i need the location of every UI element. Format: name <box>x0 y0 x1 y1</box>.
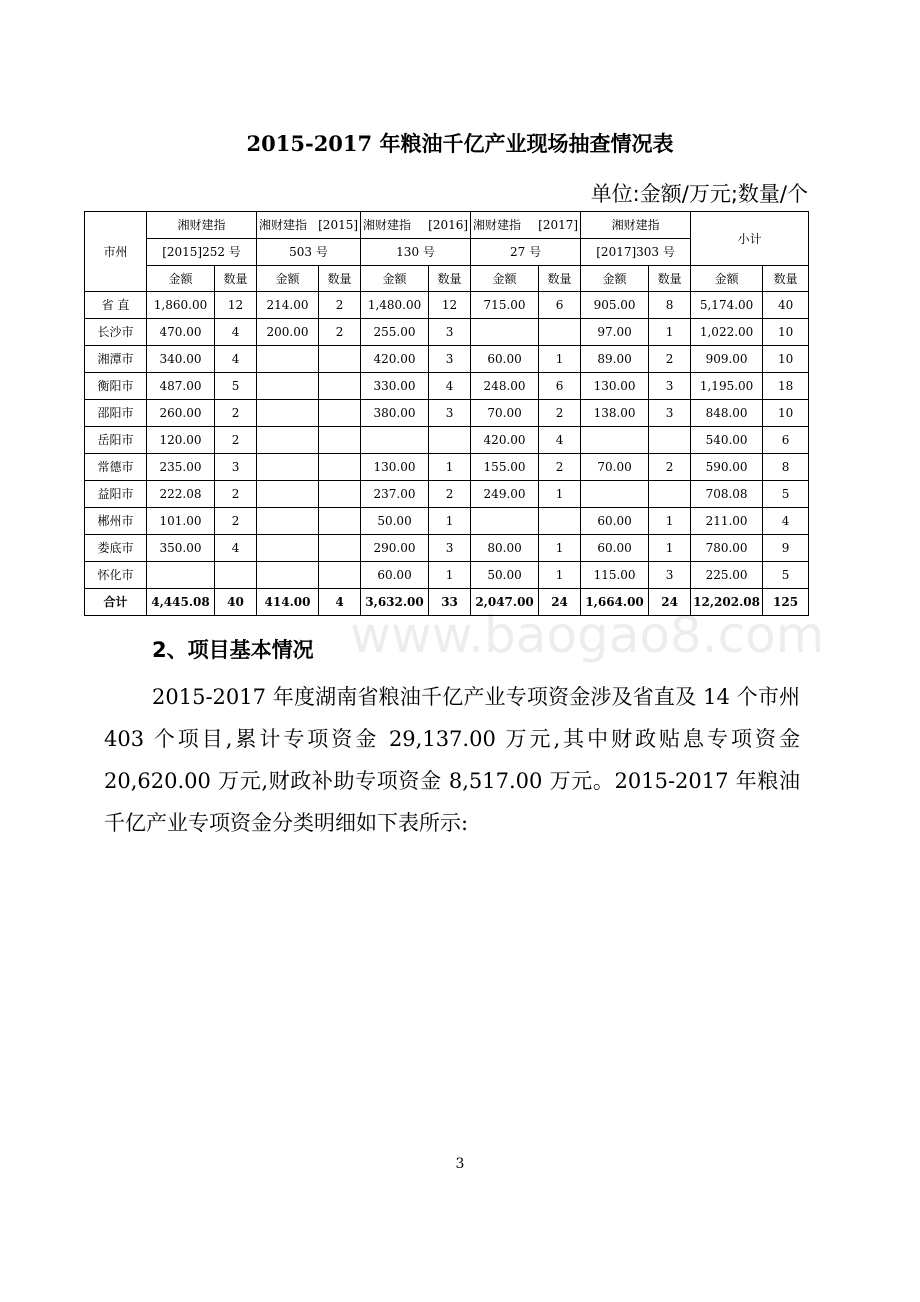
count-cell: 3 <box>429 400 471 427</box>
count-cell: 8 <box>649 292 691 319</box>
count-cell: 6 <box>539 292 581 319</box>
amount-cell: 248.00 <box>471 373 539 400</box>
amount-cell <box>471 508 539 535</box>
count-cell <box>649 427 691 454</box>
count-cell <box>319 400 361 427</box>
group-header-number: [2015]252 号 <box>147 239 257 266</box>
count-cell: 2 <box>319 292 361 319</box>
amount-header: 金额 <box>471 266 539 292</box>
count-cell: 3 <box>649 400 691 427</box>
unit-note: 单位:金额/万元;数量/个 <box>590 182 808 206</box>
page-title: 2015-2017 年粮油千亿产业现场抽查情况表 <box>246 131 674 156</box>
amount-cell: 115.00 <box>581 562 649 589</box>
total-count-cell: 40 <box>215 589 257 616</box>
count-cell: 1 <box>539 346 581 373</box>
count-cell: 3 <box>429 346 471 373</box>
table-row <box>85 562 809 589</box>
amount-cell: 50.00 <box>471 562 539 589</box>
count-cell: 2 <box>429 481 471 508</box>
amount-cell <box>471 319 539 346</box>
amount-header: 金额 <box>147 266 215 292</box>
amount-cell <box>257 562 319 589</box>
inspection-table <box>84 211 809 616</box>
amount-header: 金额 <box>691 266 763 292</box>
amount-cell: 350.00 <box>147 535 215 562</box>
total-amount-cell: 2,047.00 <box>471 589 539 616</box>
count-cell: 5 <box>763 562 809 589</box>
amount-cell <box>257 346 319 373</box>
amount-cell: 905.00 <box>581 292 649 319</box>
count-header: 数量 <box>429 266 471 292</box>
amount-cell <box>257 481 319 508</box>
amount-cell: 909.00 <box>691 346 763 373</box>
amount-cell: 290.00 <box>361 535 429 562</box>
count-cell <box>319 454 361 481</box>
count-cell: 10 <box>763 400 809 427</box>
amount-cell: 715.00 <box>471 292 539 319</box>
amount-cell: 540.00 <box>691 427 763 454</box>
amount-cell: 120.00 <box>147 427 215 454</box>
amount-cell: 249.00 <box>471 481 539 508</box>
group-header-number: 130 号 <box>361 239 471 266</box>
table-row <box>85 427 809 454</box>
group-header-line1: 湘财建指 <box>259 218 308 232</box>
city-header: 市州 <box>85 212 147 292</box>
count-header: 数量 <box>319 266 361 292</box>
city-cell: 怀化市 <box>85 562 147 589</box>
total-count-cell: 24 <box>539 589 581 616</box>
count-cell: 1 <box>649 508 691 535</box>
table-row <box>85 292 809 319</box>
amount-cell: 101.00 <box>147 508 215 535</box>
city-cell: 娄底市 <box>85 535 147 562</box>
count-cell <box>319 481 361 508</box>
amount-header: 金额 <box>581 266 649 292</box>
count-cell: 6 <box>539 373 581 400</box>
count-cell: 2 <box>319 319 361 346</box>
group-header <box>361 212 471 239</box>
amount-cell: 340.00 <box>147 346 215 373</box>
count-cell: 3 <box>649 562 691 589</box>
amount-cell: 130.00 <box>581 373 649 400</box>
amount-cell: 214.00 <box>257 292 319 319</box>
group-header-line1: 湘财建指 <box>473 218 522 232</box>
amount-cell: 155.00 <box>471 454 539 481</box>
group-header-number: 27 号 <box>471 239 581 266</box>
city-cell: 衡阳市 <box>85 373 147 400</box>
count-cell: 1 <box>539 535 581 562</box>
count-cell: 5 <box>763 481 809 508</box>
count-cell: 10 <box>763 346 809 373</box>
total-amount-cell: 4,445.08 <box>147 589 215 616</box>
count-cell <box>319 427 361 454</box>
count-cell: 2 <box>215 400 257 427</box>
amount-cell: 470.00 <box>147 319 215 346</box>
count-cell <box>319 562 361 589</box>
amount-cell: 420.00 <box>361 346 429 373</box>
group-header-year: [2016] <box>428 218 469 232</box>
count-cell: 4 <box>429 373 471 400</box>
city-cell: 岳阳市 <box>85 427 147 454</box>
count-cell: 1 <box>539 562 581 589</box>
count-cell: 1 <box>649 319 691 346</box>
group-header-number: [2017]303 号 <box>581 239 691 266</box>
total-count-cell: 24 <box>649 589 691 616</box>
amount-cell: 1,860.00 <box>147 292 215 319</box>
total-amount-cell: 414.00 <box>257 589 319 616</box>
count-cell: 1 <box>429 508 471 535</box>
group-header <box>257 212 361 239</box>
total-count-cell: 4 <box>319 589 361 616</box>
amount-cell <box>361 427 429 454</box>
count-cell <box>539 319 581 346</box>
page-number: 3 <box>455 1156 465 1172</box>
count-header: 数量 <box>649 266 691 292</box>
amount-cell <box>257 454 319 481</box>
city-cell: 邵阳市 <box>85 400 147 427</box>
amount-cell: 225.00 <box>691 562 763 589</box>
count-cell: 2 <box>215 427 257 454</box>
amount-cell: 590.00 <box>691 454 763 481</box>
count-cell: 5 <box>215 373 257 400</box>
count-cell <box>649 481 691 508</box>
count-cell: 6 <box>763 427 809 454</box>
count-cell: 1 <box>429 454 471 481</box>
count-cell <box>539 508 581 535</box>
count-cell <box>429 427 471 454</box>
amount-cell: 487.00 <box>147 373 215 400</box>
count-cell: 1 <box>429 562 471 589</box>
amount-cell: 60.00 <box>581 535 649 562</box>
group-header <box>471 212 581 239</box>
total-amount-cell: 1,664.00 <box>581 589 649 616</box>
amount-cell: 50.00 <box>361 508 429 535</box>
amount-header: 金额 <box>257 266 319 292</box>
count-cell: 4 <box>215 535 257 562</box>
amount-cell <box>581 427 649 454</box>
amount-cell: 1,022.00 <box>691 319 763 346</box>
city-cell: 常德市 <box>85 454 147 481</box>
amount-cell: 420.00 <box>471 427 539 454</box>
watermark: www.baogao8.com <box>350 606 825 664</box>
count-cell <box>319 508 361 535</box>
count-cell: 3 <box>429 319 471 346</box>
count-cell: 2 <box>215 481 257 508</box>
amount-cell: 97.00 <box>581 319 649 346</box>
count-cell: 8 <box>763 454 809 481</box>
count-cell <box>319 373 361 400</box>
count-cell: 3 <box>429 535 471 562</box>
table-row <box>85 319 809 346</box>
count-cell: 2 <box>539 400 581 427</box>
city-cell: 郴州市 <box>85 508 147 535</box>
section-heading: 2、项目基本情况 <box>152 638 314 662</box>
amount-cell <box>147 562 215 589</box>
table-row <box>85 535 809 562</box>
amount-cell: 222.08 <box>147 481 215 508</box>
amount-cell: 380.00 <box>361 400 429 427</box>
count-cell: 4 <box>215 319 257 346</box>
amount-cell: 138.00 <box>581 400 649 427</box>
amount-cell: 1,480.00 <box>361 292 429 319</box>
total-count-cell: 33 <box>429 589 471 616</box>
count-cell: 9 <box>763 535 809 562</box>
amount-cell: 70.00 <box>471 400 539 427</box>
table-row <box>85 481 809 508</box>
group-header-line1: 湘财建指 <box>363 218 412 232</box>
amount-cell: 848.00 <box>691 400 763 427</box>
amount-cell: 780.00 <box>691 535 763 562</box>
amount-cell: 200.00 <box>257 319 319 346</box>
city-cell: 湘潭市 <box>85 346 147 373</box>
amount-header: 金额 <box>361 266 429 292</box>
amount-cell: 237.00 <box>361 481 429 508</box>
table-row <box>85 454 809 481</box>
amount-cell <box>257 400 319 427</box>
subtotal-header: 小计 <box>691 212 809 266</box>
amount-cell: 211.00 <box>691 508 763 535</box>
amount-cell <box>257 508 319 535</box>
city-cell: 益阳市 <box>85 481 147 508</box>
table-row <box>85 508 809 535</box>
count-cell <box>215 562 257 589</box>
count-cell: 4 <box>539 427 581 454</box>
city-cell: 长沙市 <box>85 319 147 346</box>
count-cell: 1 <box>539 481 581 508</box>
amount-cell: 60.00 <box>361 562 429 589</box>
count-cell: 2 <box>649 346 691 373</box>
amount-cell: 60.00 <box>581 508 649 535</box>
group-header-number: 503 号 <box>257 239 361 266</box>
amount-cell: 330.00 <box>361 373 429 400</box>
table-row <box>85 346 809 373</box>
amount-cell: 708.08 <box>691 481 763 508</box>
group-header: 湘财建指 <box>147 212 257 239</box>
group-header-year: [2017] <box>538 218 579 232</box>
amount-cell <box>581 481 649 508</box>
total-amount-cell: 3,632.00 <box>361 589 429 616</box>
count-cell: 4 <box>763 508 809 535</box>
count-header: 数量 <box>763 266 809 292</box>
table-row <box>85 400 809 427</box>
amount-cell: 60.00 <box>471 346 539 373</box>
count-header: 数量 <box>539 266 581 292</box>
amount-cell: 235.00 <box>147 454 215 481</box>
amount-cell <box>257 427 319 454</box>
amount-cell <box>257 373 319 400</box>
count-cell: 40 <box>763 292 809 319</box>
count-cell: 12 <box>429 292 471 319</box>
amount-cell: 255.00 <box>361 319 429 346</box>
amount-cell: 70.00 <box>581 454 649 481</box>
amount-cell: 80.00 <box>471 535 539 562</box>
total-count-cell: 125 <box>763 589 809 616</box>
count-cell: 2 <box>539 454 581 481</box>
count-cell: 3 <box>215 454 257 481</box>
amount-cell: 130.00 <box>361 454 429 481</box>
amount-cell: 260.00 <box>147 400 215 427</box>
count-cell: 3 <box>649 373 691 400</box>
group-header: 湘财建指 <box>581 212 691 239</box>
count-cell: 2 <box>215 508 257 535</box>
count-header: 数量 <box>215 266 257 292</box>
count-cell: 1 <box>649 535 691 562</box>
count-cell <box>319 535 361 562</box>
total-label: 合计 <box>85 589 147 616</box>
count-cell: 10 <box>763 319 809 346</box>
count-cell: 12 <box>215 292 257 319</box>
city-cell: 省 直 <box>85 292 147 319</box>
count-cell: 18 <box>763 373 809 400</box>
count-cell <box>319 346 361 373</box>
count-cell: 2 <box>649 454 691 481</box>
body-paragraph: 2015-2017 年度湖南省粮油千亿产业专项资金涉及省直及 14 个市州 403 个项目,累计专项资金 29,137.00 万元,其中财政贴息专项资金 20,620.00 万元,财政补助专项资金 8,517.00 万元。2015-2017 年粮油千亿产业专项资金分类明细如下表所示: <box>104 685 800 835</box>
table-row <box>85 373 809 400</box>
amount-cell: 5,174.00 <box>691 292 763 319</box>
count-cell: 4 <box>215 346 257 373</box>
total-amount-cell: 12,202.08 <box>691 589 763 616</box>
group-header-year: [2015] <box>318 218 359 232</box>
amount-cell: 1,195.00 <box>691 373 763 400</box>
amount-cell <box>257 535 319 562</box>
amount-cell: 89.00 <box>581 346 649 373</box>
